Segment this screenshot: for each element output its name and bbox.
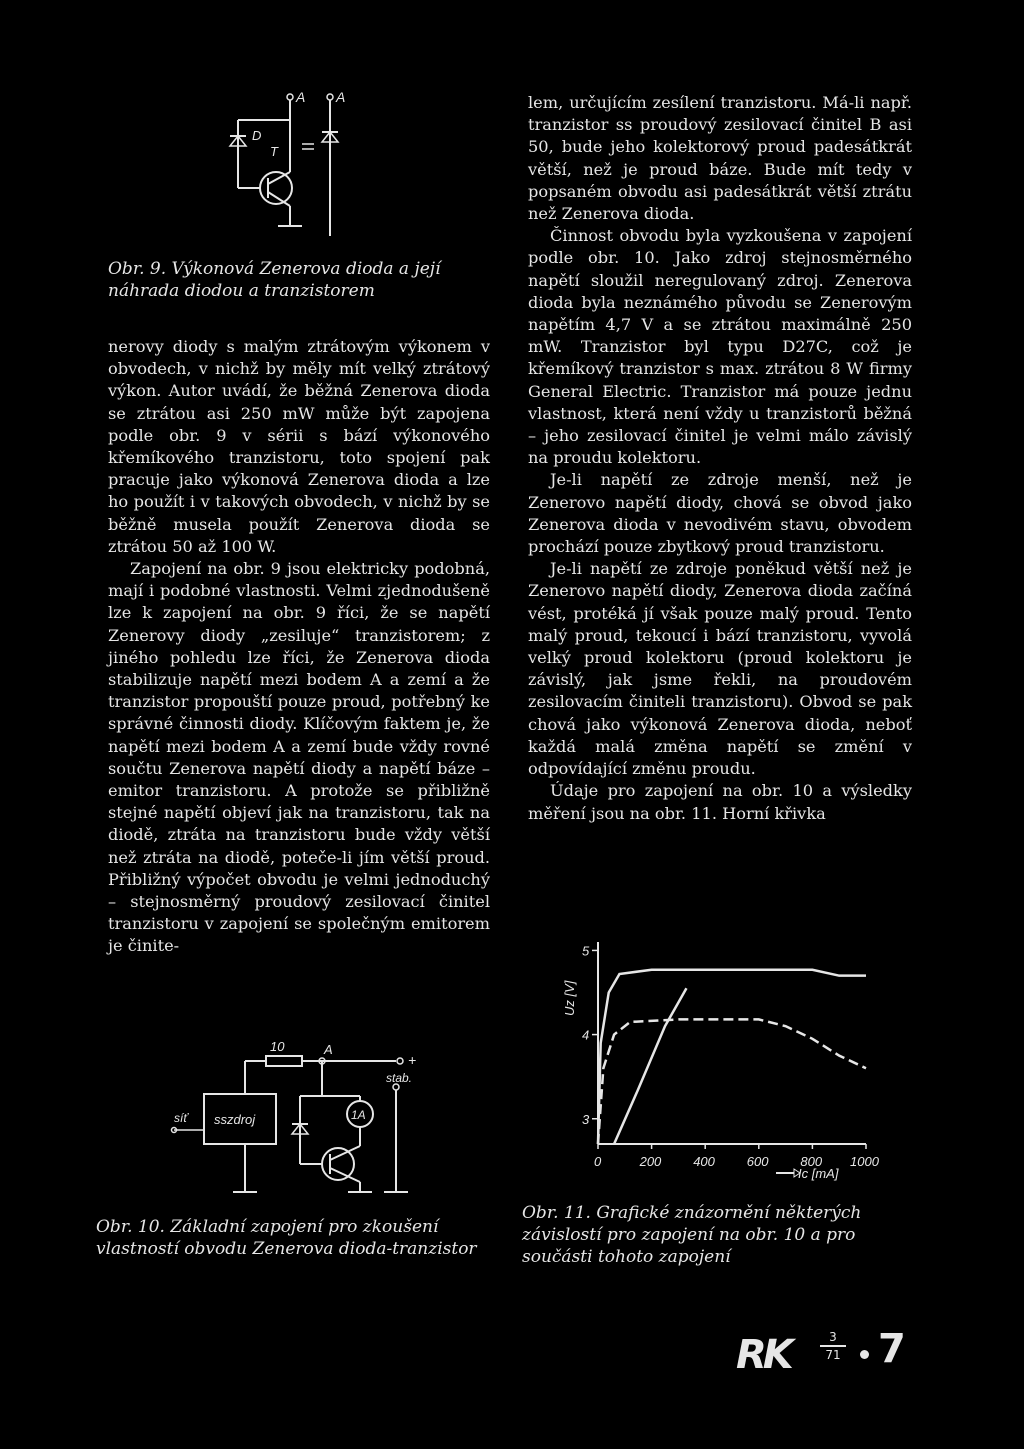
fig9-label-t: T <box>270 144 278 159</box>
right-paragraph-2: Činnost obvodu byla vyzkoušena v zapojení podle obr. 10. Jako zdroj stejnosměrného napětí sloužil neregulovaný zdroj. Zenerova dioda byla neznámého původu se Zenerovým napětím 4,7 V a se ztrátou maximálně 250 mW. Tranzistor byl typu D27C, což je křemíkový tranzistor s max. ztrátou 8 W firmy General Electric. Tranzistor má pouze jednu vlastnost, která není vždy u tranzistorů běžná – jeho zesilovací činitel je velmi málo závislý na proudu kolektoru. <box>528 226 912 468</box>
x-tick-label: 400 <box>693 1154 715 1169</box>
x-tick-label: 800 <box>800 1154 823 1169</box>
fig10-label-sit: síť <box>174 1111 188 1125</box>
right-paragraph-3: Je-li napětí ze zdroje menší, než je Zenerovo napětí diody, chová se obvod jako Zenerova dioda v nevodivém stavu, obvodem prochází pouze zbytkový proud tranzistoru. <box>528 470 912 557</box>
fig10-label-meter: 1A <box>351 1108 366 1122</box>
left-column <box>108 336 490 958</box>
y-tick-label: 4 <box>582 1027 590 1043</box>
fig9-label-a2: A <box>336 89 346 105</box>
issue-fraction <box>818 1330 848 1362</box>
issue-year: 71 <box>825 1348 841 1362</box>
x-tick-label: 0 <box>594 1154 602 1169</box>
x-tick-label: 600 <box>746 1154 769 1169</box>
magazine-logo: RK <box>736 1332 790 1378</box>
page-number: 7 <box>878 1326 906 1372</box>
fig10-label-a: A <box>324 1042 333 1057</box>
series-group <box>598 970 866 1144</box>
y-tick-label: 5 <box>582 943 590 959</box>
y-tick-group <box>582 943 598 1126</box>
fig10-label-r: 10 <box>270 1039 285 1054</box>
figure-10-diagram <box>170 1036 440 1206</box>
fig10-label-plus: + <box>408 1052 417 1068</box>
x-tick-label: 1000 <box>850 1154 879 1169</box>
left-paragraph-1: nerovy diody s malým ztrátovým výkonem v obvodech, v nichž by měly mít velký ztrátový výkon. Autor uvádí, že běžná Zenerova dioda se ztrátou asi 250 mW může být zapojena podle obr. 9 v sérii s bází výkonového křemíkového tranzistoru, toto spojení pak pracuje jako výkonová Zenerova dioda a lze ho použít i v takových obvodech, v nichž by se běžně musela použít Zenerova dioda se ztrátou 50 až 100 W. <box>108 337 490 556</box>
figure-9-diagram <box>218 88 358 238</box>
series-line-upper <box>598 970 866 1144</box>
series-line-lower <box>614 988 686 1144</box>
figure-11-caption: Obr. 11. Grafické znázornění některých závislostí pro zapojení na obr. 10 a pro součásti tohoto zapojení <box>522 1203 862 1267</box>
issue-number: 3 <box>829 1330 837 1344</box>
x-axis-label: Ic [mA] <box>798 1166 839 1181</box>
figure-10-caption: Obr. 10. Základní zapojení pro zkoušení vlastností obvodu Zenerova dioda-tranzistor <box>96 1217 477 1259</box>
y-tick-label: 3 <box>582 1111 590 1127</box>
figure-9-caption: Obr. 9. Výkonová Zenerova dioda a její náhrada diodou a tranzistorem <box>108 259 441 301</box>
fig10-label-stab: stab. <box>386 1071 413 1085</box>
right-paragraph-5: Údaje pro zapojení na obr. 10 a výsledky měření jsou na obr. 11. Horní křivka <box>528 781 912 823</box>
left-paragraph-2: Zapojení na obr. 9 jsou elektricky podobná, mají i podobné vlastnosti. Velmi zjednodušeně lze k zapojení na obr. 9 říci, že se napětí Zenerovy diody „zesiluje“ tranzistorem; z jiného pohledu lze říci, že Zenerova dioda stabilizuje napětí mezi bodem A a zemí a že tranzistor propouští pouze proud, potřebný ke správné činnosti diody. Klíčovým faktem je, že napětí mezi bodem A a zemí bude vždy rovné součtu Zenerova napětí diody a napětí báze – emitor tranzistoru. A protože se přibližně stejné napětí objeví jak na tranzistoru, tak na diodě, ztráta na tranzistoru bude vždy větší než ztráta na diodě, poteče-li jím větší proud. Přibližný výpočet obvodu je velmi jednoduchý – stejnosměrný proudový zesilovací činitel tranzistoru v zapojení se společným emitorem je činite- <box>108 559 490 956</box>
fig9-label-a1: A <box>296 89 306 105</box>
bullet-dot <box>860 1350 869 1359</box>
right-column <box>528 92 912 825</box>
y-axis-label: Uz [V] <box>562 980 577 1016</box>
fig10-label-source: sszdroj <box>214 1112 256 1127</box>
figure-11-chart <box>550 928 890 1188</box>
x-tick-label: 200 <box>639 1154 662 1169</box>
right-paragraph-4: Je-li napětí ze zdroje poněkud větší než je Zenerovo napětí diody, Zenerova dioda začíná vést, protéká jí však pouze malý proud. Tento malý proud, tekoucí i bází tranzistoru, vyvolá velký proud kolektoru (proud kolektoru je závislý, jak jsme řekli, na proudovém zesilovacím činiteli tranzistoru). Obvod se pak chová jako výkonová Zenerova dioda, neboť každá malá změna napětí se změní v odpovídající změnu proudu. <box>528 559 912 779</box>
right-paragraph-1: lem, určujícím zesílení tranzistoru. Má-li např. tranzistor ss proudový zesilovací činitel B asi 50, bude jeho kolektorový proud padesátkrát větší, než je proud báze. Bude mít tedy v popsaném obvodu asi padesátkrát větší ztrátu než Zenerova dioda. <box>528 93 912 224</box>
fig9-label-d: D <box>252 128 262 143</box>
series-line-middle <box>598 1019 866 1144</box>
